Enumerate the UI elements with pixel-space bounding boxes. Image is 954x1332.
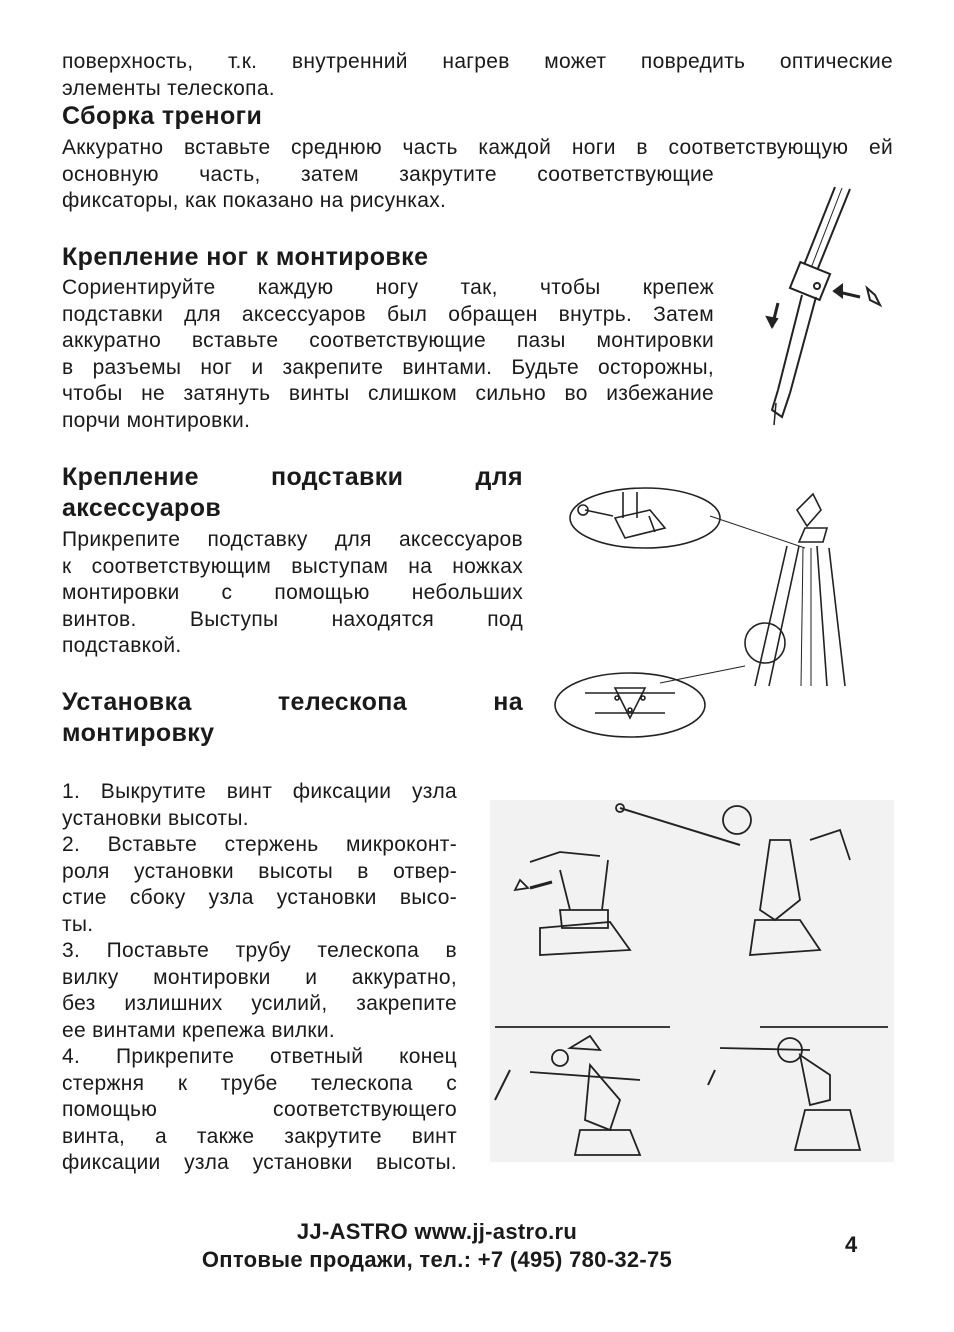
intro-line: элементы телескопа. (62, 76, 275, 100)
step-line: установки высоты. (62, 806, 249, 830)
tray-line: Прикрепите подставку для аксессуаров (62, 528, 523, 551)
tripod-line: Аккуратно вставьте среднюю часть каждой ноги в соответствующую ей (62, 136, 893, 159)
step-line: роля установки высоты в отвер- (62, 859, 457, 883)
step-line: фиксации узла установки высоты. (62, 1151, 457, 1174)
heading-tripod-assembly: Сборка треноги (62, 102, 263, 130)
footer (100, 1218, 774, 1274)
tripod-line: фиксаторы, как показано на рисунках. (62, 189, 447, 212)
tray-line: подставкой. (62, 634, 182, 657)
step-line: 2. Вставьте стержень микроконт- (62, 833, 457, 856)
accessory-tray-illustration (555, 488, 873, 740)
tray-paragraph (62, 527, 523, 660)
tray-line: монтировки с помощью небольших (62, 581, 523, 604)
legs-line: аккуратно вставьте соответствующие пазы монтировки (62, 329, 714, 352)
legs-line: чтобы не затянуть винты слишком сильно во избежание (62, 382, 714, 405)
step-line: ты. (62, 912, 94, 936)
step-line: стержня к трубе телескопа с (62, 1071, 457, 1095)
step-line: без излишних усилий, закрепите (62, 992, 457, 1015)
intro-paragraph (62, 49, 893, 102)
step-line: стие сбоку узла установки высо- (62, 886, 457, 909)
step-line: 4. Прикрепите ответный конец (62, 1045, 457, 1068)
tripod-line: основную часть, затем закрутите соответствующие (62, 162, 714, 186)
legs-line: порчи монтировки. (62, 408, 251, 432)
legs-line: Сориентируйте каждую ногу так, чтобы крепеж (62, 276, 714, 299)
footer-phone: Оптовые продажи, тел.: +7 (495) 780-32-75 (201, 1247, 673, 1272)
telescope-mount-illustration (490, 800, 894, 1162)
legs-paragraph (62, 275, 714, 434)
step-line: ее винтами крепежа вилки. (62, 1018, 336, 1042)
heading-tray-mount (62, 462, 523, 524)
heading-legs-mount: Крепление ног к монтировке (62, 243, 429, 271)
step-line: 1. Выкрутите винт фиксации узла (62, 780, 457, 803)
heading-line: монтировку (62, 719, 215, 747)
scope-steps (62, 779, 457, 1177)
step-line: 3. Поставьте трубу телескопа в (62, 939, 457, 962)
tray-line: винтов. Выступы находятся под (62, 607, 523, 631)
tray-line: к соответствующим выступам на ножках (62, 554, 523, 578)
heading-scope-install (62, 687, 523, 749)
tripod-leg-illustration (750, 185, 890, 430)
heading-line: Крепление подставки для (62, 463, 523, 491)
legs-line: в разъемы ног и закрепите винтами. Будьте осторожны, (62, 355, 714, 379)
step-line: винта, а также закрутите винт (62, 1124, 457, 1148)
footer-site: JJ-ASTRO www.jj-astro.ru (296, 1219, 578, 1244)
heading-line: Установка телескопа на (62, 688, 523, 716)
intro-line: поверхность, т.к. внутренний нагрев может повредить оптические (62, 50, 893, 73)
step-line: вилку монтировки и аккуратно, (62, 965, 457, 989)
legs-line: подставки для аксессуаров был обращен внутрь. Затем (62, 302, 714, 326)
page-number: 4 (845, 1232, 858, 1257)
step-line: помощью соответствующего (62, 1098, 457, 1121)
heading-line: аксессуаров (62, 494, 222, 522)
